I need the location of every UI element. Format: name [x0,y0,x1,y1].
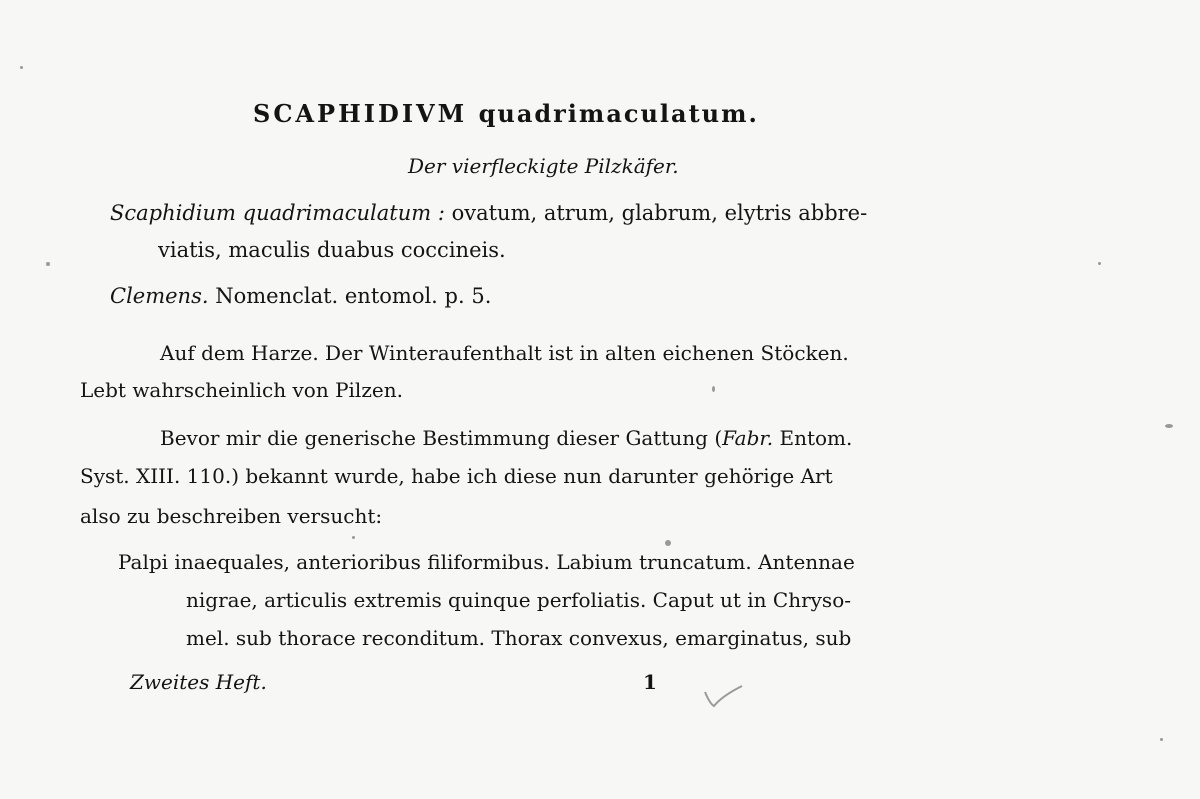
pencil-checkmark [702,682,746,712]
species-title [253,99,759,128]
diagnosis-text-1: ovatum, atrum, glabrum, elytris abbre- [444,201,868,225]
paper-speck [665,540,671,546]
paper-speck [712,386,715,392]
paragraph-2-author: Fabr. [722,426,774,450]
paragraph-1-line-1: Auf dem Harze. Der Winteraufenthalt ist in alten eichenen Stöcken. [160,341,849,365]
reference-author: Clemens. [110,284,209,308]
species-name: quadrimaculatum. [478,99,759,128]
paragraph-2-text-c: Entom. [773,426,853,450]
diagnosis-line-1 [110,203,867,224]
paragraph-2-line-3: also zu beschreiben versucht: [80,504,383,528]
reference-line [110,286,491,307]
genus-name: SCAPHIDIVM [253,99,468,128]
paper-speck [46,262,50,266]
paragraph-2-line-1 [160,428,852,448]
reference-text: Nomenclat. entomol. p. 5. [208,284,492,308]
description-line-1: Palpi inaequales, anterioribus filiformibus. Labium truncatum. Antennae [118,550,855,574]
common-name: Der vierfleckigte Pilzkäfer. [408,154,679,178]
paper-speck [20,66,23,69]
description-line-3: mel. sub thorace reconditum. Thorax convexus, emarginatus, sub [186,626,852,650]
page-signature-number: 1 [643,670,657,694]
description-line-2: nigrae, articulis extremis quinque perfoliatis. Caput ut in Chryso- [186,588,851,612]
diagnosis-name: Scaphidium quadrimaculatum : [110,201,445,225]
paragraph-2-text-a: Bevor mir die generische Bestimmung dieser Gattung ( [160,426,723,450]
paper-speck [1160,738,1163,741]
signature-mark: Zweites Heft. [130,670,267,694]
paper-speck [1165,424,1173,428]
diagnosis-line-2: viatis, maculis duabus coccineis. [158,238,506,262]
paragraph-2-line-2: Syst. XIII. 110.) bekannt wurde, habe ich diese nun darunter gehörige Art [80,464,833,488]
paragraph-1-line-2: Lebt wahrscheinlich von Pilzen. [80,378,403,402]
paper-speck [352,536,355,539]
paper-speck [1098,262,1101,265]
